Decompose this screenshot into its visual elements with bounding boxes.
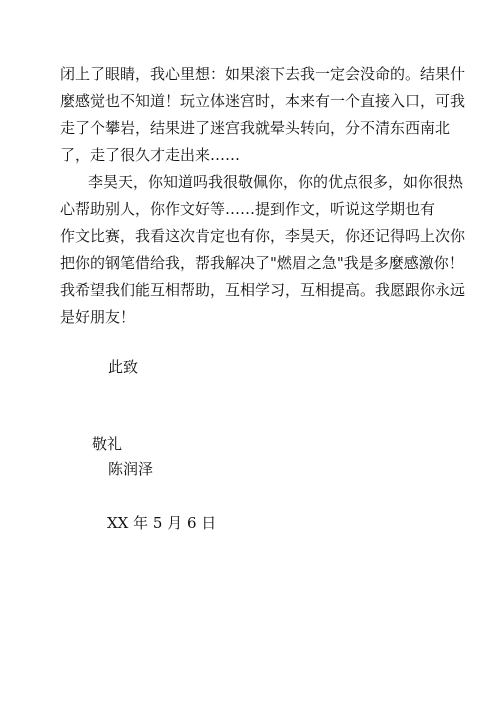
paragraph1-line: 闭上了眼睛，我心里想：如果滚下去我一定会没命的。结果什 [60,65,466,83]
paragraph2-line: 作文比赛，我看这次肯定也有你，李昊天，你还记得吗上次你 [60,227,466,245]
paragraph1-line: 麼感觉也不知道！玩立体迷宫时，本来有一个直接入口，可我 [60,92,466,110]
paragraph2-line: 把你的钢笔借给我，帮我解决了"燃眉之急"我是多麼感激你！ [60,254,464,272]
paragraph2-line: 李昊天，你知道吗我很敬佩你，你的优点很多，如你很热 [88,173,464,191]
paragraph2-line: 我希望我们能互相帮助，互相学习，互相提高。我愿跟你永远 [60,281,466,299]
date-text: XX 年 5 月 6 日 [107,514,217,532]
paragraph2-line: 是好朋友！ [60,308,136,326]
salutation-text: 敬礼 [92,435,123,453]
paragraph1-line: 走了个攀岩，结果进了迷宫我就晕头转向，分不清东西南北 [60,119,451,137]
paragraph1-line: 了，走了很久才走出来…… [60,146,241,164]
paragraph2-line: 心帮助别人，你作文好等……提到作文，听说这学期也有 [60,200,436,218]
closing-text: 此致 [108,358,139,376]
signature-text: 陈润泽 [108,460,154,478]
